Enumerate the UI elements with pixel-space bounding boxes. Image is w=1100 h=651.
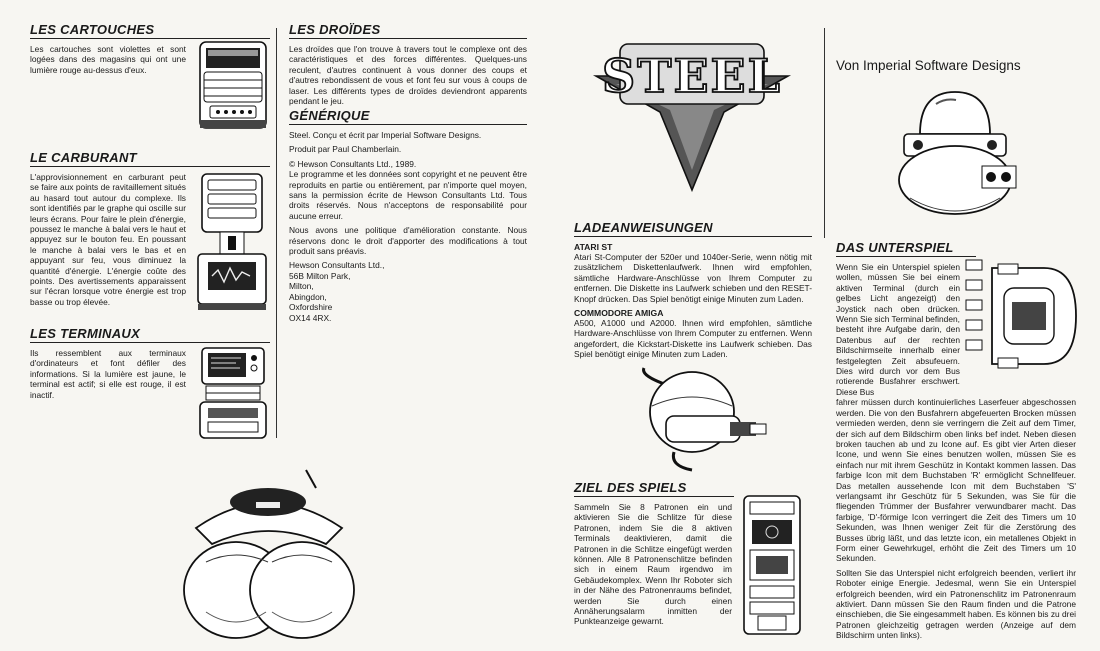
address-line: OX14 4RX.: [289, 312, 332, 323]
section-heading: LADEANWEISUNGEN: [574, 220, 812, 237]
cartridge-magazine-illustration: [196, 40, 270, 130]
credits-line: Nous avons une politique d'amélioration constante. Nous réservons donc le droit d'apporter des modifications à tout produit sans préavis.: [289, 225, 527, 257]
logo-text: STEEL: [602, 49, 782, 103]
credits-line: © Hewson Consultants Ltd., 1989.: [289, 158, 417, 169]
section-text: Sollten Sie das Unterspiel nicht erfolgreich beenden, verliert ihr Roboter einige Energie. Jedesmal, wenn Sie ein Unterspiel erfolgreich beenden, wird ein Patronenschlitz im Patronenraum aktiviert. Dann müssen Sie den Raum finden und die Patrone einschieben, die Sie eingesammelt haben. Es können bis zu drei Patronen gleichzeitig getragen werden (Anzeige auf dem Bildschirm unten links).: [836, 567, 1076, 641]
drone-illustration: [630, 366, 770, 476]
section-text: Wenn Sie ein Unterspiel spielen wollen, müssen Sie bei einem aktiven Terminal (durch ein gelbes Licht angezeigt) den Joystick nach oben drücken. Wenn Sie sich Terminal befinden, besteht ihre Aufgabe darin, den Datenbus auf der rechten Bildschirmseite innerhalb einer festgelegten Zeit absufeuern. Dies wird durch vor dem Bus rotierende Busfahrer erschwert. Diese Bus: [836, 262, 960, 397]
section-text: Ils ressemblent aux terminaux d'ordinateurs et font défiler des informations. Si la lumière est jaune, le terminal est actif; si elle est rouge, il est inactif.: [30, 348, 186, 400]
section-text: Les cartouches sont violettes et sont logées dans des magasins qui ont une lumière rouge au-dessus d'eux.: [30, 44, 186, 75]
section-text: L'approvisionnement en carburant peut se faire aux points de ravitaillement situés au hasard tout autour du complexe. Ils sont identifiés par le graphe qui oscille sur leurs écrans. Pour faire le plein d'énergie, poussez le manche à balai vers le haut et appuyez sur le bouton feu. En poussant le manche à balai vers le bas et en appuyant sur feu, vous diminuez la quantité d'énergie. L'énergie coûte des points. Des avertissements apparaissent sur l'écran lorsque votre énergie est trop basse ou trop élevée.: [30, 172, 186, 307]
address-line: 56B Milton Park,: [289, 270, 351, 281]
section-droides: [289, 22, 527, 106]
terminal-illustration: [196, 346, 270, 442]
publisher-line: Von Imperial Software Designs: [836, 58, 1021, 73]
fuel-station-illustration: [194, 172, 270, 312]
address-line: Milton,: [289, 281, 314, 292]
address-line: Hewson Consultants Ltd.,: [289, 260, 385, 271]
section-heading: GÉNÉRIQUE: [289, 108, 527, 125]
address-line: Abingdon,: [289, 291, 327, 302]
section-heading: LES DROÏDES: [289, 22, 527, 39]
column-divider: [276, 28, 277, 438]
data-bus-illustration: [964, 254, 1082, 380]
section-heading: DAS UNTERSPIEL: [836, 240, 976, 257]
section-heading: ZIEL DES SPIELS: [574, 480, 734, 497]
address-line: Oxfordshire: [289, 302, 333, 313]
column-2: [289, 0, 527, 651]
platform-text: A500, A1000 und A2000. Ihnen wird empfohlen, sämtliche Hardware-Anschlüsse von Ihrem Computer zu entfernen. Wenn angefordert, die Kickstart-Diskette ins Laufwerk schieben. Das Spiel benötigt einige Minuten zum Laden.: [574, 318, 812, 360]
credits-line: Steel. Conçu et écrit par Imperial Software Designs.: [289, 130, 482, 140]
column-divider: [824, 28, 825, 238]
section-generique: [289, 108, 527, 323]
platform-title: COMMODORE AMIGA: [574, 308, 664, 319]
credits-line: Produit par Paul Chamberlain.: [289, 144, 402, 155]
section-ladeanweisungen: [574, 220, 812, 360]
section-heading: LES CARTOUCHES: [30, 22, 270, 39]
platform-text: Atari St-Computer der 520er und 1040er-Serie, wenn nötig mit zusätzlichem Diskettenlaufwerk. Ihnen wird empfohlen, sämtliche Hardware-Anschlüsse von Ihrem Computer zu entfernen. Die Diskette ins Laufwerk schieben und den RESET-Knopf drücken. Das Spiel benötigt einige Minuten zum Laden.: [574, 252, 812, 304]
section-text: fahrer müssen durch kontinuierliches Laserfeuer abgeschossen werden. Die von den Busfahrern abgefeuerten Brocken müssen vermieden werden, denn sie verringern die Zeit auf dem Timer, der sich auf dem Bildschirm oben links bef indet. Neben diesen broken tauchen ab und zu Icone auf. Es gibt vier Arten dieser Icone, und wenn Sie eines benutzen wollen, müssen Sie es einfach nur mit ihrem Geschütz in Kontakt kommen lassen. Das farbige Icon mit dem Buchstaben 'R' ermöglicht Schnellfeuer. Das metallen aussehende Icon mit dem Buchstaben 'S' verlangsamt ihr Geschütz für 5 Sekunden, was Sie für die fliegenden Trümmer der Busfahrer verwundbarer macht. Das farbige, 'D'-förmige Icon verringert die Zeit des Timers um 10 Sekunden, was Ihnen weniger Zeit für die Zerstörung des Busses übrig läßt, und das letzte icon, ein metallenes Objekt in Form einer Gewehrkugel, erhöht die Zeit des Timers um 10 Sekunden.: [836, 397, 1076, 564]
terminal-robot-illustration: [890, 86, 1020, 226]
section-heading: LES TERMINAUX: [30, 326, 270, 343]
credits-line: Le programme et les données sont copyright et ne peuvent être reproduits en partie ou entièrement, par n'importe quel moyen, sans la permission écrite de Hewson Consultants Ltd. Tous droits réservés. Nous n'acceptons de responsabilité pour aucune erreur.: [289, 169, 527, 221]
address-block: [289, 260, 527, 322]
section-heading: LE CARBURANT: [30, 150, 270, 167]
cartridge-room-illustration: [740, 494, 804, 636]
section-text: Sammeln Sie 8 Patronen ein und aktivieren Sie die Schlitze für diese Patronen, indem Sie die 8 aktiven Terminals deaktivieren, damit die Patronen in die Schlitze eingefügt werden können. Alle 8 Patronenschlitze befinden sich in einem Raum irgendwo im Gebäudekomplex. Wenn Ihr Roboter sich in der Nähe des Patronenraums befindet, werden Sie durch einen Annäherungsalarm inmitten der Punkteanzeige gewarnt.: [574, 502, 732, 627]
section-text: Les droïdes que l'on trouve à travers tout le complexe ont des caractéristiques et des forces différentes. Quelques-uns reculent, d'autres continuent à vous donner des coups et d'autres rebondissent de vous et font feu sur vous à coups de laser. Les différents types de droïdes deviendront apparents pendant le jeu.: [289, 44, 527, 107]
platform-title: ATARI ST: [574, 242, 613, 252]
